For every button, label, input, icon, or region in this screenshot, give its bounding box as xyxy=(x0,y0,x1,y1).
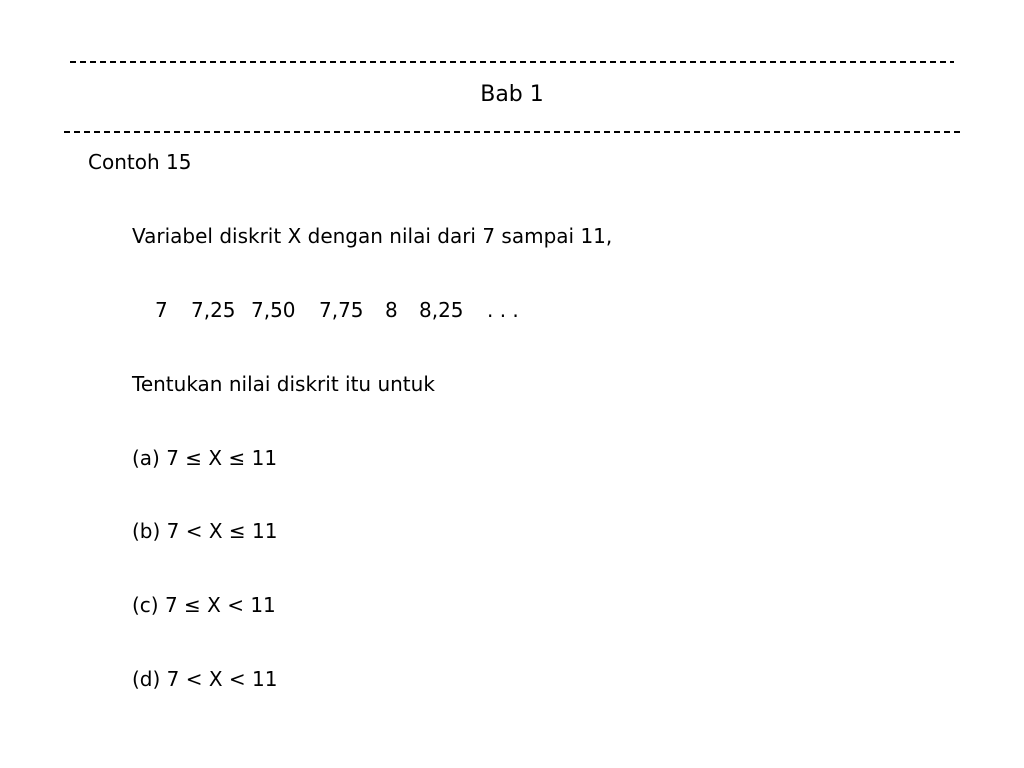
value-item: 7,25 xyxy=(191,298,236,322)
value-item: 7,75 xyxy=(319,298,364,322)
part-b: (b) 7 < X ≤ 11 xyxy=(132,519,278,543)
value-item: 7,50 xyxy=(251,298,296,322)
part-c: (c) 7 ≤ X < 11 xyxy=(132,593,276,617)
value-item: 8 xyxy=(385,298,398,322)
part-d: (d) 7 < X < 11 xyxy=(132,667,278,691)
value-ellipsis: . . . xyxy=(487,298,519,322)
chapter-title: Bab 1 xyxy=(480,82,544,107)
part-a: (a) 7 ≤ X ≤ 11 xyxy=(132,446,278,470)
bottom-dashed-divider xyxy=(64,131,962,133)
value-item: 7 xyxy=(155,298,168,322)
example-heading: Contoh 15 xyxy=(88,150,192,174)
top-dashed-divider xyxy=(70,61,954,63)
values-row xyxy=(155,298,519,322)
problem-statement: Variabel diskrit X dengan nilai dari 7 sampai 11, xyxy=(132,224,613,248)
value-item: 8,25 xyxy=(419,298,464,322)
question-text: Tentukan nilai diskrit itu untuk xyxy=(132,372,435,396)
